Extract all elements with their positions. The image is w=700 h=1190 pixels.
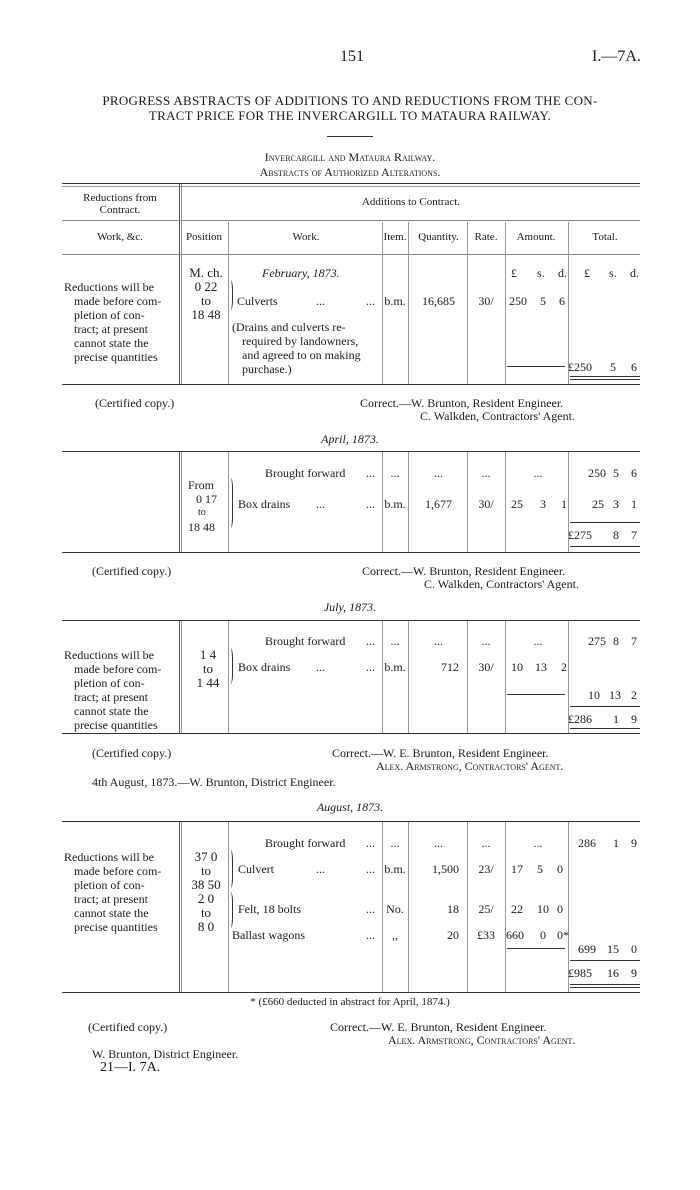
s2-bf-dots-quantity: ... (434, 466, 443, 480)
s3-bf-dots-amount: ... (533, 634, 543, 648)
s4-row2-item: No. (386, 902, 404, 916)
s4-bottom-rule (62, 992, 640, 993)
s2-total-rule-top (570, 522, 640, 523)
reductions-line: tract; at present (74, 892, 148, 906)
s3-work: Box drains (238, 660, 291, 674)
position-from: 0 22 (194, 279, 218, 294)
title-rule (327, 136, 373, 137)
note-line: and agreed to on making (242, 348, 361, 362)
s2-bf-dots-rate: ... (481, 466, 491, 480)
certified-copy-4: (Certified copy.) (88, 1020, 168, 1034)
s4-bf-dots: ... (366, 836, 375, 850)
s1-brace (228, 280, 233, 310)
s2-brought-forward: Brought forward (265, 466, 346, 480)
position-to: to (202, 661, 214, 676)
col-total: Total. (592, 231, 618, 243)
s4-vline-1b (181, 822, 182, 992)
s2-vline-4 (408, 452, 409, 552)
s3-amount-pence: 2 (561, 660, 567, 674)
reductions-line: precise quantities (74, 718, 158, 732)
s4-bf-pounds: 286 (578, 836, 596, 850)
s3-brought-forward: Brought forward (265, 634, 346, 648)
s2-total-shillings: 8 (613, 528, 619, 542)
col-position: Position (185, 231, 223, 243)
col-amount: Amount. (516, 231, 556, 243)
vline-4 (408, 222, 409, 384)
s2-dots: ... (316, 497, 325, 511)
s4-row3-pounds: 660 (506, 928, 524, 942)
note-line: (Drains and culverts re- (232, 320, 346, 334)
reductions-line: tract; at present (74, 322, 148, 336)
s2-total-pence: 7 (631, 528, 637, 542)
s4-vline-4 (408, 822, 409, 992)
s3-vline-1b (181, 621, 182, 733)
header-bottom-rule (62, 254, 640, 255)
s2-item: b.m. (384, 497, 406, 511)
s1-note (232, 320, 361, 376)
s3-dots: ... (316, 660, 325, 674)
s4-total-pounds: £985 (568, 966, 592, 980)
reductions-header (62, 192, 178, 216)
table-top-rule-2 (62, 186, 640, 187)
s2-line-shillings: 3 (613, 497, 619, 511)
s3-bf-dots-item: ... (390, 634, 400, 648)
s4-bf-pence: 9 (631, 836, 637, 850)
s3-bottom-rule (62, 733, 640, 734)
position-start-2: 2 0 (197, 891, 215, 906)
reductions-line: cannot state the (74, 336, 149, 350)
correct-1-line-1: Correct.—W. Brunton, Resident Engineer. (360, 396, 564, 410)
s4-row2-rate: 25/ (478, 902, 494, 916)
s3-amount-rule (507, 694, 565, 695)
s4-row3-item: ,, (392, 928, 398, 942)
s4-total-shillings: 16 (607, 966, 619, 980)
s4-row1-work: Culvert (238, 862, 274, 876)
s2-bf-dots: ... (366, 466, 375, 480)
vline-6 (505, 222, 506, 384)
s2-bf-dots-amount: ... (533, 466, 543, 480)
s3-amount-pounds: 10 (511, 660, 523, 674)
total-shilling-header: s. (609, 266, 617, 280)
reductions-line: made before com- (74, 294, 162, 308)
s3-bf-dots-quantity: ... (434, 634, 443, 648)
s3-bf-dots: ... (366, 634, 375, 648)
s1-total-pence: 6 (631, 360, 637, 374)
s4-row2-shillings: 10 (537, 902, 549, 916)
reductions-line: pletion of con- (74, 878, 145, 892)
reductions-line: pletion of con- (74, 676, 145, 690)
s4-brace-1 (228, 850, 233, 888)
s4-row1-pounds: 17 (511, 862, 523, 876)
s3-month: July, 1873. (323, 600, 377, 614)
s2-vline-6 (505, 452, 506, 552)
s4-row3-quantity: 20 (447, 928, 459, 942)
position-to: to (198, 507, 206, 518)
s4-row1-shillings: 5 (537, 862, 543, 876)
s1-total-rule-2 (570, 379, 640, 380)
s3-bf-shillings: 8 (613, 634, 619, 648)
s3-dots-2: ... (366, 660, 375, 674)
page-number: 151 (340, 48, 364, 65)
s4-row1-dots: ... (316, 862, 325, 876)
position-to-2: to (200, 905, 212, 920)
s4-row1-item: b.m. (384, 862, 406, 876)
s3-rate: 30/ (478, 660, 494, 674)
s2-total-pounds: £275 (568, 528, 592, 542)
s1-amount-pounds: 250 (509, 294, 527, 308)
reductions-line: pletion of con- (74, 308, 145, 322)
s1-amount-pence: 6 (559, 294, 565, 308)
s2-bf-pence: 6 (631, 466, 637, 480)
title-line-1: PROGRESS ABSTRACTS OF ADDITIONS TO AND REDUCTIONS FROM THE CON- (102, 93, 598, 108)
reductions-line: cannot state the (74, 906, 149, 920)
position-end: 1 44 (196, 675, 220, 690)
s4-total-rule (570, 984, 640, 985)
s2-total-rule (570, 546, 640, 547)
print-signature: 21—I. 7A. (100, 1060, 161, 1075)
s4-row1-rate: 23/ (478, 862, 494, 876)
correct-3-line-1: Correct.—W. E. Brunton, Resident Engineer. (332, 746, 549, 760)
s2-amount-pounds: 25 (511, 497, 523, 511)
s4-bf-dots-item: ... (390, 836, 400, 850)
s2-line-pence: 1 (631, 497, 637, 511)
col-item: Item. (383, 231, 407, 243)
s2-bottom-rule (62, 552, 640, 553)
s3-vline-4 (408, 621, 409, 733)
position-start: 1 4 (199, 647, 217, 662)
s4-total-rule-top (570, 960, 640, 961)
s4-row3-pence: 0* (557, 928, 569, 942)
s1-position (184, 266, 228, 322)
correct-2-line-2: C. Walkden, Contractors' Agent. (424, 577, 579, 591)
s4-line-shillings: 15 (607, 942, 619, 956)
additions-header: Additions to Contract. (361, 196, 461, 208)
s2-bf-shillings: 5 (613, 466, 619, 480)
s3-line-pounds: 10 (588, 688, 600, 702)
reductions-line: tract; at present (74, 690, 148, 704)
header-mid-rule (62, 220, 640, 221)
s4-row2-dots: ... (366, 902, 375, 916)
s4-vline-1 (179, 822, 180, 992)
s4-vline-6 (505, 822, 506, 992)
footnote: * (£660 deducted in abstract for April, 1874.) (250, 996, 450, 1008)
vline-1b (181, 184, 182, 384)
s3-top-rule (62, 620, 640, 621)
s2-brace (228, 478, 233, 528)
s3-quantity: 712 (441, 660, 459, 674)
s1-total-rule (570, 376, 640, 377)
reductions-header-line-2: Contract. (99, 204, 141, 216)
s3-bf-pounds: 275 (588, 634, 606, 648)
s4-row1-pence: 0 (557, 862, 563, 876)
s4-brace-2 (228, 892, 233, 928)
s4-top-rule (62, 821, 640, 822)
position-end: 18 48 (188, 520, 215, 534)
vline-1 (179, 184, 180, 384)
s3-vline-6 (505, 621, 506, 733)
col-quantity: Quantity. (418, 231, 459, 243)
s4-row3-dots: ... (366, 928, 375, 942)
s4-month: August, 1873. (316, 800, 384, 814)
correct-1-line-2: C. Walkden, Contractors' Agent. (420, 409, 575, 423)
s2-position (188, 478, 217, 534)
position-to: to (200, 863, 212, 878)
s4-bf-dots-amount: ... (533, 836, 543, 850)
s4-line-pounds: 699 (578, 942, 596, 956)
s2-bf-dots-item: ... (390, 466, 400, 480)
s4-row2-work: Felt, 18 bolts (238, 902, 302, 916)
certified-copy-2: (Certified copy.) (92, 564, 172, 578)
s3-vline-1 (179, 621, 180, 733)
col-work-etc: Work, &c. (97, 231, 143, 243)
position-end: 18 48 (191, 307, 221, 322)
position-end: 38 50 (191, 877, 221, 892)
correct-2-line-1: Correct.—W. Brunton, Resident Engineer. (362, 564, 566, 578)
table-top-rule (62, 183, 640, 184)
s3-item: b.m. (384, 660, 406, 674)
reductions-line: Reductions will be (64, 280, 154, 294)
s1-dots-2: ... (366, 294, 375, 308)
reductions-text-1 (64, 280, 161, 364)
s1-work: Culverts (237, 294, 278, 308)
s1-month: February, 1873. (262, 266, 340, 280)
s2-line-pounds: 25 (592, 497, 604, 511)
position-to: to (200, 293, 212, 308)
s2-bf-pounds: 250 (588, 466, 606, 480)
s4-bf-dots-quantity: ... (434, 836, 443, 850)
subtitle-line-1: Invercargill and Mataura Railway. (264, 150, 436, 164)
amount-pence-header: d. (558, 266, 567, 280)
reductions-line: Reductions will be (64, 648, 154, 662)
s4-row2-quantity: 18 (447, 902, 459, 916)
s2-quantity: 1,677 (425, 497, 452, 511)
correct-4-line-2: Alex. Armstrong, Contractors' Agent. (388, 1033, 576, 1047)
total-pound-header: £ (584, 266, 590, 280)
reductions-line: made before com- (74, 864, 162, 878)
s4-bf-dots-rate: ... (481, 836, 491, 850)
s3-total-rule-top (570, 706, 640, 707)
s4-brought-forward: Brought forward (265, 836, 346, 850)
s3-bf-dots-rate: ... (481, 634, 491, 648)
reductions-line: cannot state the (74, 704, 149, 718)
district-engineer-1: 4th August, 1873.—W. Brunton, District Engineer. (92, 775, 336, 789)
s4-total-rule-2 (570, 987, 640, 988)
position-end-2: 8 0 (197, 919, 215, 934)
s4-row2-pounds: 22 (511, 902, 523, 916)
reductions-header-line-1: Reductions from (83, 192, 157, 204)
reductions-line: precise quantities (74, 920, 158, 934)
reductions-line: Reductions will be (64, 850, 154, 864)
s4-row3-shillings: 0 (540, 928, 546, 942)
s1-amount-shillings: 5 (540, 294, 546, 308)
note-line: required by landowners, (242, 334, 359, 348)
s1-total-shillings: 5 (610, 360, 616, 374)
note-line: purchase.) (242, 362, 292, 376)
s4-row3-rate: £33 (477, 928, 495, 942)
reductions-line: precise quantities (74, 350, 158, 364)
s3-amount-shillings: 13 (535, 660, 547, 674)
s3-position (188, 648, 228, 690)
s4-row3-work: Ballast wagons (232, 928, 305, 942)
s2-amount-shillings: 3 (540, 497, 546, 511)
s3-total-pence: 9 (631, 712, 637, 726)
position-from: From (188, 478, 215, 492)
position-header: M. ch. (189, 265, 223, 280)
s3-total-pounds: £286 (568, 712, 592, 726)
s4-total-pence: 9 (631, 966, 637, 980)
s4-row1-quantity: 1,500 (432, 862, 459, 876)
amount-shilling-header: s. (537, 266, 545, 280)
certified-copy-1: (Certified copy.) (95, 396, 175, 410)
s3-brace (228, 648, 233, 684)
position-start: 0 17 (196, 492, 217, 506)
s3-line-pence: 2 (631, 688, 637, 702)
s2-work: Box drains (238, 497, 291, 511)
s2-top-rule (62, 451, 640, 452)
s1-amount-rule (507, 366, 565, 367)
s4-line-pence: 0 (631, 942, 637, 956)
s1-quantity: 16,685 (422, 294, 455, 308)
total-pence-header: d. (630, 266, 639, 280)
reductions-text-3 (64, 648, 161, 732)
subtitle-line-2: Abstracts of Authorized Alterations. (259, 165, 441, 179)
s2-month: April, 1873. (321, 432, 379, 446)
col-rate: Rate. (474, 231, 498, 243)
s2-rate: 30/ (478, 497, 494, 511)
s4-amount-rule (507, 948, 565, 949)
s1-item: b.m. (384, 294, 406, 308)
col-work: Work. (292, 231, 320, 243)
s2-dots-2: ... (366, 497, 375, 511)
s1-rate: 30/ (478, 294, 494, 308)
s1-total-pounds: £250 (568, 360, 592, 374)
s2-amount-pence: 1 (561, 497, 567, 511)
document-reference: I.—7A. (592, 48, 641, 65)
certified-copy-3: (Certified copy.) (92, 746, 172, 760)
correct-3-line-2: Alex. Armstrong, Contractors' Agent. (376, 759, 564, 773)
s2-vline-1 (179, 452, 180, 552)
district-engineer-2: W. Brunton, District Engineer. (92, 1047, 239, 1061)
s3-bf-pence: 7 (631, 634, 637, 648)
s4-position (184, 850, 228, 934)
s1-dots: ... (316, 294, 325, 308)
s3-total-rule (570, 728, 640, 729)
position-start: 37 0 (194, 849, 218, 864)
s4-row2-pence: 0 (557, 902, 563, 916)
s3-total-shillings: 1 (613, 712, 619, 726)
reductions-text-4 (64, 850, 161, 934)
s4-row1-dots-2: ... (366, 862, 375, 876)
reductions-line: made before com- (74, 662, 162, 676)
s4-bf-shillings: 1 (613, 836, 619, 850)
amount-pound-header: £ (511, 266, 517, 280)
title-line-2: TRACT PRICE FOR THE INVERCARGILL TO MATAURA RAILWAY. (148, 108, 552, 123)
correct-4-line-1: Correct.—W. E. Brunton, Resident Engineer. (330, 1020, 547, 1034)
s1-bottom-rule (62, 384, 640, 385)
s2-vline-1b (181, 452, 182, 552)
s3-line-shillings: 13 (609, 688, 621, 702)
